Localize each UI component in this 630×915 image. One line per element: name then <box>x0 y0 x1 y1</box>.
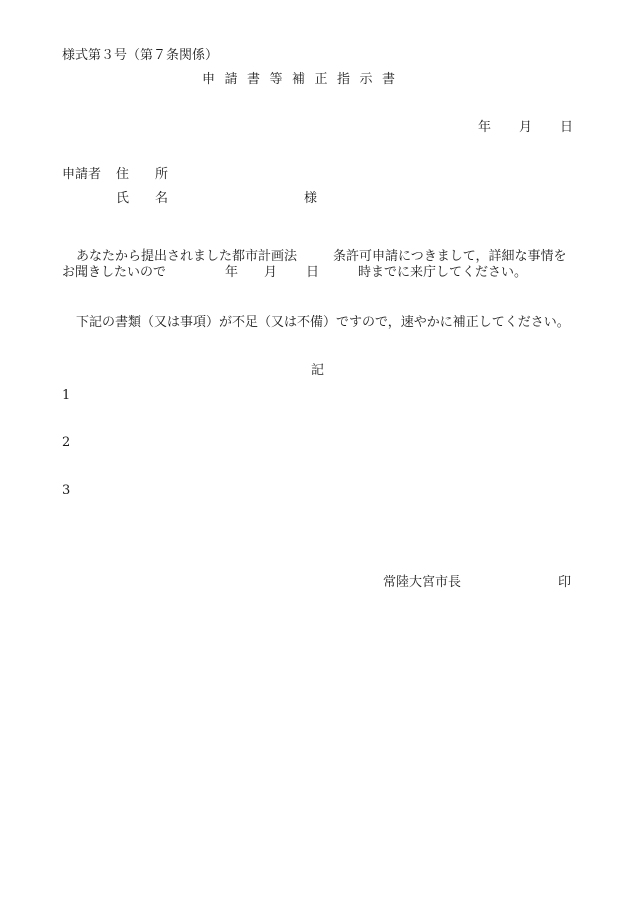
issuer-name: 常陸大宮市長 <box>383 575 462 590</box>
body-para1-line2-year: 年 <box>225 265 239 280</box>
item-number-2: 2 <box>62 435 71 450</box>
item-number-1: 1 <box>62 388 71 403</box>
item-number-3: 3 <box>62 483 71 498</box>
body-para1-line1-b: 条許可申請につきまして，詳細な事情を <box>333 249 567 264</box>
ki-heading: 記 <box>311 363 325 378</box>
date-year-label: 年 <box>478 120 492 135</box>
applicant-name-label: 氏 名 <box>116 191 169 206</box>
applicant-label: 申請者 <box>62 167 102 182</box>
form-number: 様式第３号（第７条関係） <box>62 48 219 63</box>
body-para2: 下記の書類（又は事項）が不足（又は不備）ですので，速やかに補正してください。 <box>76 315 570 330</box>
body-para1-line2-month: 月 <box>264 265 278 280</box>
body-para1-line2-day: 日 <box>306 265 320 280</box>
body-para1-line2-a: お聞きしたいので <box>62 265 167 280</box>
issuer-seal: 印 <box>558 575 572 590</box>
date-day-label: 日 <box>560 120 574 135</box>
document-title: 申請書等補正指示書 <box>202 72 405 87</box>
date-month-label: 月 <box>519 120 533 135</box>
applicant-honorific: 様 <box>304 191 318 206</box>
body-para1-line1-a: あなたから提出されました都市計画法 <box>76 249 298 264</box>
body-para1-line2-b: 時までに来庁してください。 <box>358 265 528 280</box>
applicant-address-label: 住 所 <box>116 167 169 182</box>
